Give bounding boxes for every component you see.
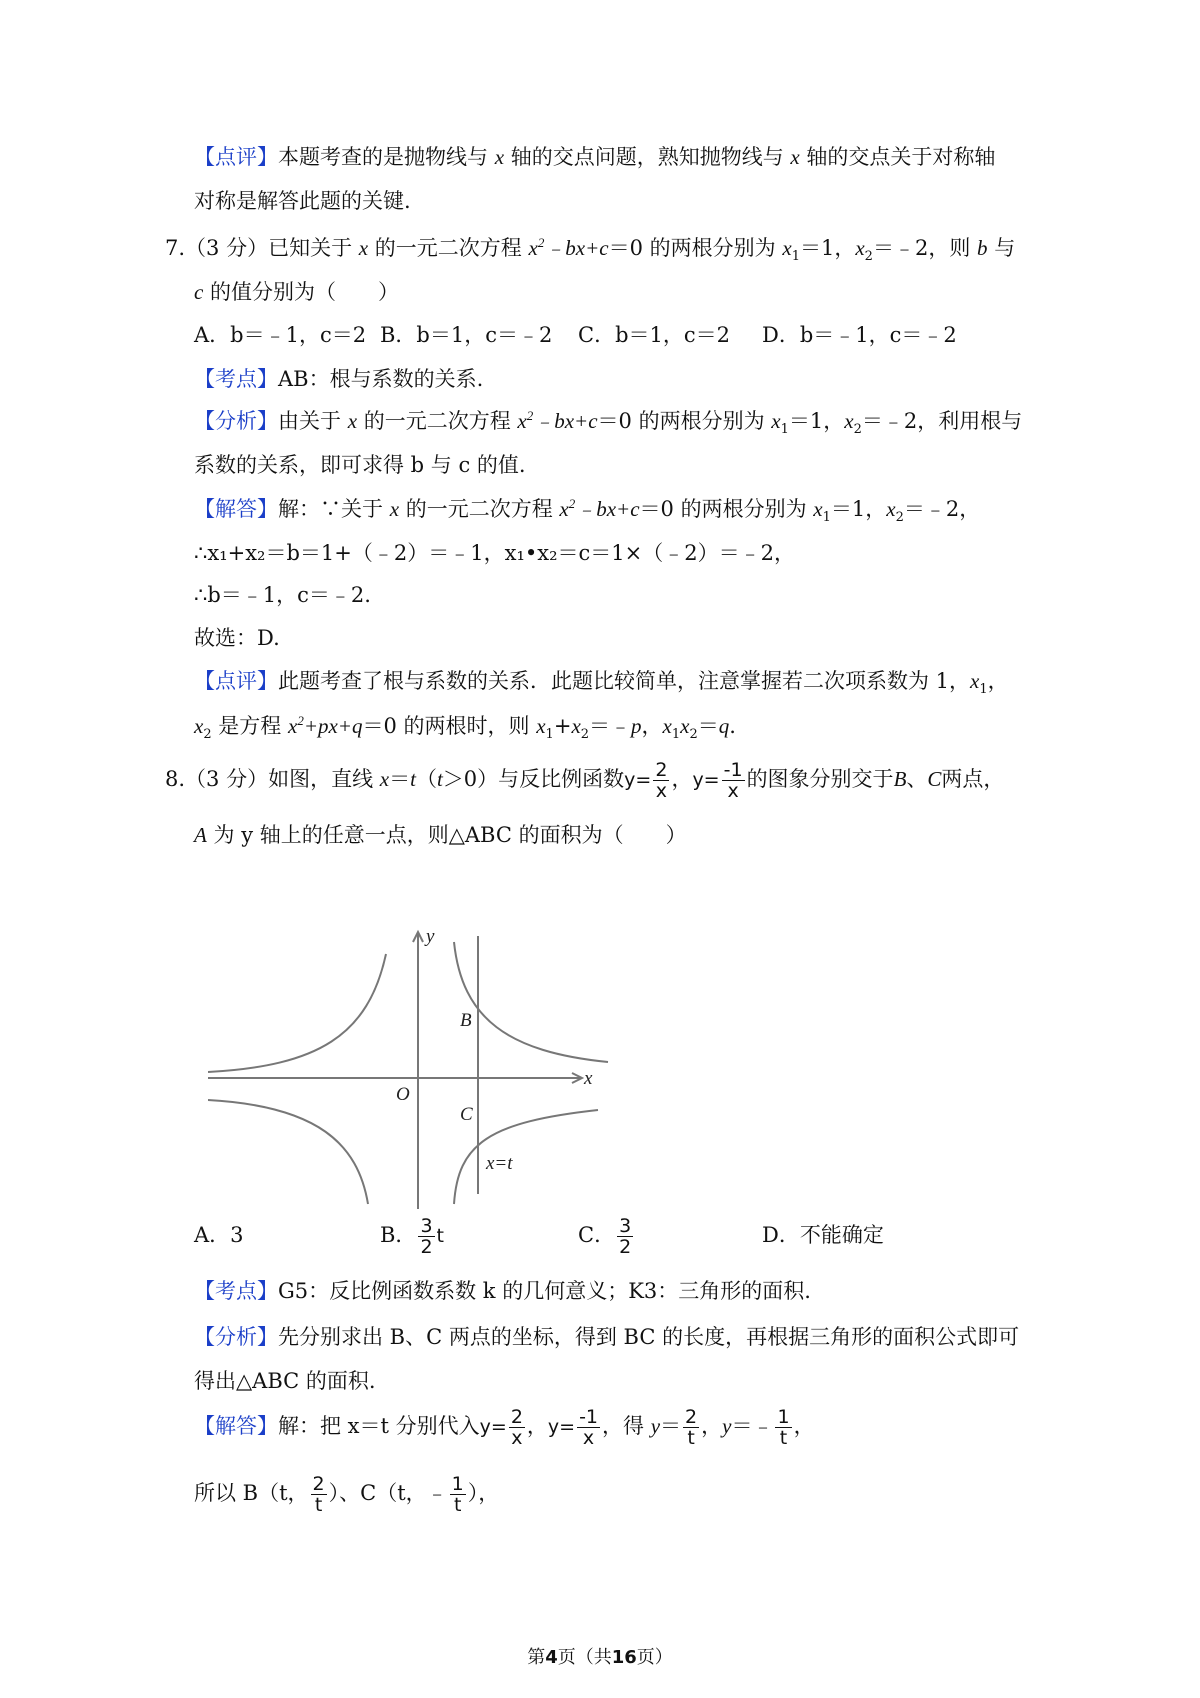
fenxi-tag: 【分析】 bbox=[194, 409, 278, 433]
var-x: x bbox=[494, 145, 505, 169]
jieda-text: 的一元二次方程 bbox=[405, 497, 553, 521]
q7-fenxi-line-1: 【分析】由关于 x 的一元二次方程 $x^2﹣bx+c=0$ 的两根分别为 $x_1=1$，$x_2=﹣2$，利用根与 bbox=[194, 408, 1023, 438]
q7-stem-line-1: 7.（3 分）已知关于 x 的一元二次方程 $x^2﹣bx+c=0$ 的两根分别为 $x_1=1$，$x_2=﹣2$，则 b 与 bbox=[165, 235, 1016, 265]
question-score: （3 分） bbox=[185, 767, 269, 791]
stem-text: 的一元二次方程 bbox=[374, 236, 522, 260]
jieda-tag: 【解答】 bbox=[194, 1414, 278, 1438]
q8-jieda-line-2: 所以 B（t， $\frac{2}{t}$ ）、C（t，﹣ $\frac{1}{t}$ ）， bbox=[194, 1473, 500, 1516]
jieda-text: ）， bbox=[467, 1481, 500, 1505]
kaodian-text: G5：反比例函数系数 k 的几何意义；K3：三角形的面积. bbox=[278, 1279, 811, 1303]
stem-text: 与 bbox=[994, 236, 1016, 260]
prev-review-line-2: 对称是解答此题的关键. bbox=[194, 189, 411, 213]
footer-text: 页（共 bbox=[557, 1647, 612, 1668]
q7-stem-line-2: c 的值分别为（ ） bbox=[194, 280, 400, 304]
q7-jieda-line-1: 【解答】解：∵关于 x 的一元二次方程 $x^2﹣bx+c=0$ 的两根分别为 $x_1=1$，$x_2=﹣2$， bbox=[194, 496, 981, 526]
question-score: （3 分） bbox=[185, 236, 269, 260]
stem-text: 的图象分别交于 bbox=[746, 767, 894, 791]
q8-stem-line-2: A 为 y 轴上的任意一点，则△ABC 的面积为（ ） bbox=[194, 823, 687, 847]
q8-kaodian bbox=[194, 1276, 811, 1306]
review-text: 轴的交点关于对称轴 bbox=[806, 145, 996, 169]
y-axis-label: y bbox=[426, 926, 435, 947]
question-number: 8. bbox=[165, 767, 186, 791]
stem-text: 如图，直线 bbox=[268, 767, 374, 791]
fenxi-text: 由关于 bbox=[278, 409, 341, 433]
jieda-text: 所以 B（t， bbox=[194, 1481, 309, 1505]
q7-option-d: D．b＝﹣1，c＝﹣2 bbox=[762, 323, 957, 347]
option-label: C． bbox=[578, 1223, 616, 1247]
footer-text: 页） bbox=[636, 1647, 673, 1668]
q8-option-b: B． $\frac{3}{2}$ t bbox=[380, 1215, 444, 1258]
page-number: 4 bbox=[545, 1647, 558, 1668]
footer-text: 第 bbox=[527, 1647, 546, 1668]
stem-text: 的两根分别为 bbox=[649, 236, 776, 260]
q7-kaodian bbox=[194, 364, 483, 394]
stem-text: 为 y 轴上的任意一点，则△ABC 的面积为（ ） bbox=[213, 823, 687, 847]
jieda-tag: 【解答】 bbox=[194, 497, 278, 521]
dianping-tag: 【点评】 bbox=[194, 669, 278, 693]
fenxi-text: 先分别求出 B、C 两点的坐标，得到 BC 的长度，再根据三角形的面积公式即可 bbox=[278, 1325, 1020, 1349]
dianping-text: 的两根时，则 bbox=[403, 714, 530, 738]
kaodian-tag: 【考点】 bbox=[194, 1279, 278, 1303]
jieda-text: 解：∵关于 bbox=[278, 497, 383, 521]
var-x: x bbox=[790, 145, 800, 169]
q7-dianping-line-1: 【点评】此题考查了根与系数的关系．此题比较简单，注意掌握若二次项系数为 1，$x_1$， bbox=[194, 669, 1009, 698]
prev-review-line-1 bbox=[194, 142, 995, 172]
page-footer bbox=[0, 1643, 1200, 1669]
total-pages: 16 bbox=[611, 1647, 637, 1668]
q7-dianping-line-2: $x_2$ 是方程 $x^2+px+q=0$ 的两根时，则 $x_1+x_2=﹣p$，$x_1x_2=q$. bbox=[194, 713, 736, 743]
jieda-text: ）、C（t， bbox=[328, 1481, 427, 1505]
q8-option-a: A．3 bbox=[194, 1223, 244, 1247]
option-label: B． bbox=[380, 1223, 417, 1247]
equation: $x^2﹣bx+c$ bbox=[528, 235, 609, 260]
hyperbola-branch-q2 bbox=[208, 954, 386, 1072]
q7-option-c: C．b＝1，c＝2 bbox=[578, 323, 730, 347]
q7-fenxi-line-2: 系数的关系，即可求得 b 与 c 的值. bbox=[194, 453, 526, 477]
kaodian-text: AB：根与系数的关系. bbox=[278, 367, 484, 391]
question-number: 7. bbox=[165, 236, 186, 260]
origin-label: O bbox=[396, 1084, 410, 1105]
q8-stem-line-1: 8.（3 分）如图，直线 x＝t（t＞0）与反比例函数y= $\frac{2}{x}$ ，y= $\frac{-1}{x}$ 的图象分别交于B、C两点， bbox=[165, 759, 1005, 802]
review-tag: 【点评】 bbox=[194, 145, 278, 169]
hyperbola-branch-q3 bbox=[208, 1100, 368, 1204]
line-label: x=t bbox=[486, 1153, 513, 1174]
review-text: 轴的交点问题，熟知抛物线与 bbox=[510, 145, 784, 169]
review-text: 本题考查的是抛物线与 bbox=[278, 145, 488, 169]
q8-fenxi-line-1 bbox=[194, 1322, 1019, 1352]
hyperbola-figure bbox=[208, 924, 628, 1214]
q7-option-a: A．b＝﹣1，c＝2 bbox=[194, 323, 367, 347]
hyperbola-branch-q4 bbox=[454, 1110, 598, 1204]
jieda-text: 解：把 x＝t 分别代入 bbox=[278, 1414, 480, 1438]
q7-answer: 故选：D. bbox=[194, 626, 280, 650]
q7-step-2: ∴b＝﹣1，c＝﹣2. bbox=[194, 583, 371, 607]
fenxi-text: 的两根分别为 bbox=[638, 409, 765, 433]
q8-option-d: D．不能确定 bbox=[762, 1223, 884, 1247]
jieda-text: 得 bbox=[623, 1414, 645, 1438]
point-c-label: C bbox=[460, 1104, 473, 1125]
q7-option-b: B．b＝1，c＝﹣2 bbox=[380, 323, 553, 347]
fenxi-text: ，利用根与 bbox=[917, 409, 1023, 433]
point-b-label: B bbox=[460, 1010, 472, 1031]
stem-text: 两点， bbox=[941, 767, 1005, 791]
stem-text: 已知关于 bbox=[268, 236, 353, 260]
jieda-text: 的两根分别为 bbox=[680, 497, 807, 521]
q8-option-c: C． $\frac{3}{2}$ bbox=[578, 1215, 632, 1258]
stem-text: 的值分别为（ ） bbox=[210, 280, 400, 304]
q7-step-1: ∴x₁+x₂＝b＝1+（﹣2）＝﹣1，x₁•x₂＝c＝1×（﹣2）＝﹣2， bbox=[194, 541, 795, 565]
q8-jieda-line-1: 【解答】解：把 x＝t 分别代入y= $\frac{2}{x}$ ，y= $\frac{-1}{x}$ ，得 y＝ $\frac{2}{t}$ ，y＝﹣ $\frac{1}{t}$ ， bbox=[194, 1406, 815, 1449]
fenxi-text: 的一元二次方程 bbox=[363, 409, 511, 433]
dianping-text: 此题考查了根与系数的关系．此题比较简单，注意掌握若二次项系数为 1， bbox=[278, 669, 971, 693]
stem-text: 与反比例函数 bbox=[498, 767, 625, 791]
x-axis-label: x bbox=[584, 1068, 593, 1089]
q8-fenxi-line-2: 得出△ABC 的面积. bbox=[194, 1369, 376, 1393]
dianping-text: 是方程 bbox=[218, 714, 282, 738]
fenxi-tag: 【分析】 bbox=[194, 1325, 278, 1349]
kaodian-tag: 【考点】 bbox=[194, 367, 278, 391]
stem-text: ，则 bbox=[928, 236, 971, 260]
